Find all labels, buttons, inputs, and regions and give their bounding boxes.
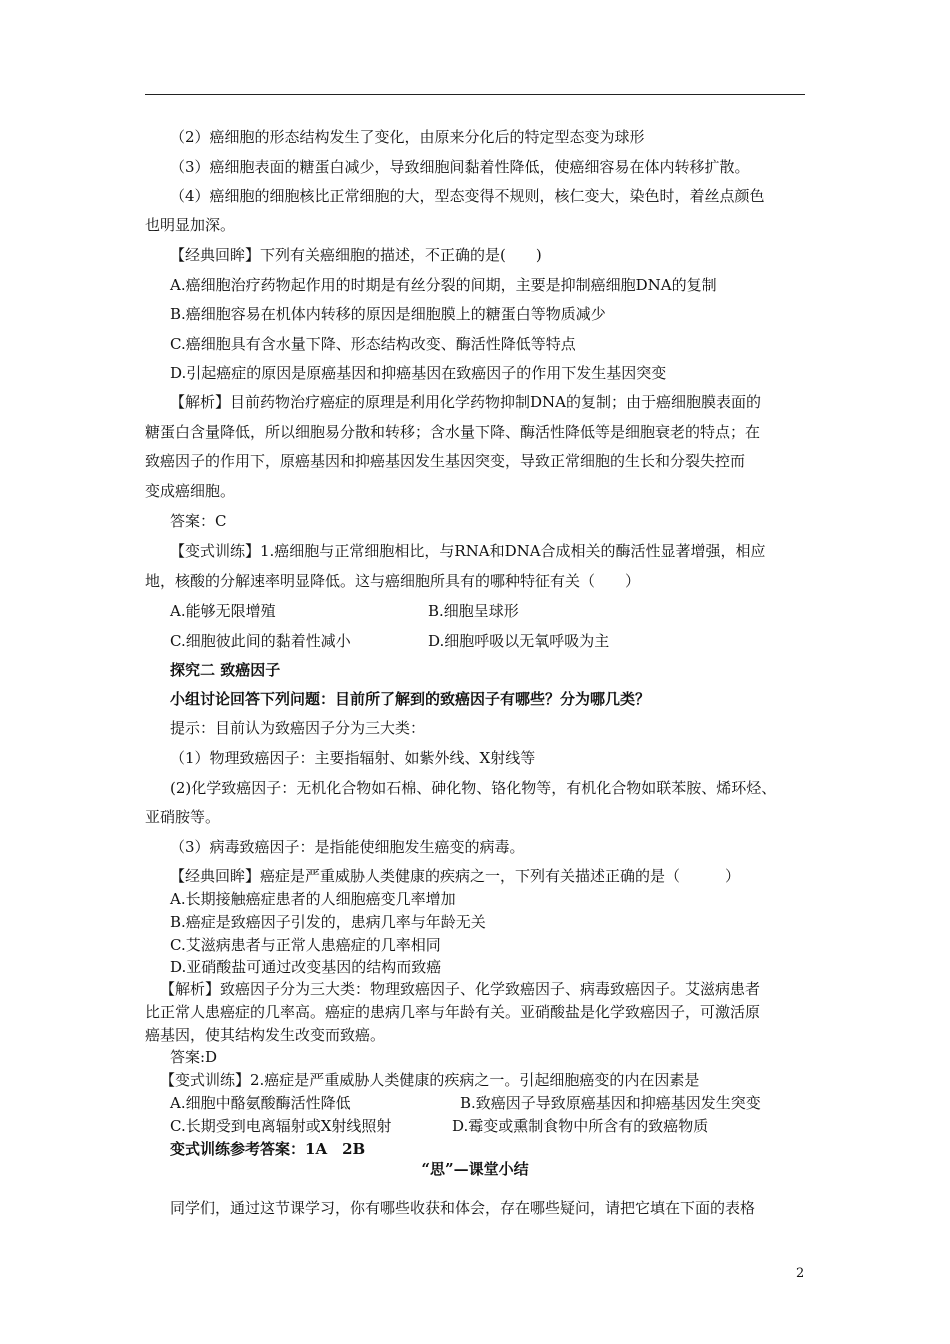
text-line: 【经典回眸】下列有关癌细胞的描述，不正确的是( ) [170, 246, 542, 264]
text-line: 探究二 致癌因子 [170, 661, 281, 679]
text-line: 答案:D [170, 1048, 218, 1066]
text-line: 也明显加深。 [145, 216, 236, 234]
text-line: C.艾滋病患者与正常人患癌症的几率相同 [170, 936, 441, 954]
text-line: 【变式训练】1.癌细胞与正常细胞相比，与RNA和DNA合成相关的酶活性显著增强，相应 [170, 542, 766, 560]
text-line: （3）癌细胞表面的糖蛋白减少，导致细胞间黏着性降低，使癌细容易在体内转移扩散。 [170, 158, 750, 176]
text-line: 变成癌细胞。 [145, 482, 236, 500]
text-line: A.长期接触癌症患者的人细胞癌变几率增加 [170, 890, 456, 908]
text-line: 同学们，通过这节课学习，你有哪些收获和体会，存在哪些疑问，请把它填在下面的表格 [170, 1199, 756, 1217]
text-line: D.霉变或熏制食物中所含有的致癌物质 [452, 1117, 709, 1135]
text-line: A.癌细胞治疗药物起作用的时期是有丝分裂的间期，主要是抑制癌细胞DNA的复制 [170, 276, 717, 294]
text-line: D.细胞呼吸以无氧呼吸为主 [428, 632, 610, 650]
text-line: A.能够无限增殖 [170, 602, 276, 620]
text-line: 【经典回眸】癌症是严重威胁人类健康的疾病之一，下列有关描述正确的是（ ） [170, 867, 741, 885]
text-line: (2)化学致癌因子：无机化合物如石棉、砷化物、铬化物等，有机化合物如联苯胺、烯环烃、 [170, 779, 777, 797]
text-line: B.癌症是致癌因子引发的，患病几率与年龄无关 [170, 913, 486, 931]
text-line: 亚硝胺等。 [145, 808, 221, 826]
text-line: 比正常人患癌症的几率高。癌症的患病几率与年龄有关。亚硝酸盐是化学致癌因子，可激活原 [145, 1003, 761, 1021]
text-line: 提示：目前认为致癌因子分为三大类： [170, 719, 426, 737]
page-number: 2 [796, 1266, 805, 1281]
text-line: （2）癌细胞的形态结构发生了变化，由原来分化后的特定型态变为球形 [170, 128, 645, 146]
text-line: 【解析】目前药物治疗癌症的原理是利用化学药物抑制DNA的复制；由于癌细胞膜表面的 [170, 393, 761, 411]
text-line: 答案：C [170, 512, 227, 530]
header-rule [145, 94, 805, 95]
text-line: （3）病毒致癌因子：是指能使细胞发生癌变的病毒。 [170, 838, 525, 856]
text-line: （4）癌细胞的细胞核比正常细胞的大，型态变得不规则，核仁变大，染色时，着丝点颜色 [170, 187, 765, 205]
text-line: 【变式训练】2.癌症是严重威胁人类健康的疾病之一。引起细胞癌变的内在因素是 [160, 1071, 700, 1089]
text-line: （1）物理致癌因子：主要指辐射、如紫外线、X射线等 [170, 749, 536, 767]
text-line: 地，核酸的分解速率明显降低。这与癌细胞所具有的哪种特征有关（ ） [145, 572, 641, 590]
text-line: D.引起癌症的原因是原癌基因和抑癌基因在致癌因子的作用下发生基因突变 [170, 364, 667, 382]
text-line: 致癌因子的作用下，原癌基因和抑癌基因发生基因突变，导致正常细胞的生长和分裂失控而 [145, 452, 746, 470]
text-line: C.细胞彼此间的黏着性减小 [170, 632, 351, 650]
text-line: 糖蛋白含量降低，所以细胞易分散和转移；含水量下降、酶活性降低等是细胞衰老的特点；在 [145, 423, 761, 441]
text-line: B.癌细胞容易在机体内转移的原因是细胞膜上的糖蛋白等物质减少 [170, 305, 606, 323]
text-line: 小组讨论回答下列问题：目前所了解到的致癌因子有哪些？分为哪几类？ [170, 690, 651, 708]
section-title: “思”—课堂小结 [421, 1160, 529, 1178]
text-line: 【解析】致癌因子分为三大类：物理致癌因子、化学致癌因子、病毒致癌因子。艾滋病患者 [160, 980, 761, 998]
text-line: 癌基因，使其结构发生改变而致癌。 [145, 1026, 386, 1044]
text-line: A.细胞中酪氨酸酶活性降低 [170, 1094, 351, 1112]
text-line: C.长期受到电离辐射或X射线照射 [170, 1117, 392, 1135]
text-line: B.致癌因子导致原癌基因和抑癌基因发生突变 [460, 1094, 761, 1112]
text-line: D.亚硝酸盐可通过改变基因的结构而致癌 [170, 958, 442, 976]
text-line: C.癌细胞具有含水量下降、形态结构改变、酶活性降低等特点 [170, 335, 576, 353]
text-line: B.细胞呈球形 [428, 602, 519, 620]
text-line: 变式训练参考答案：1A 2B [170, 1140, 366, 1158]
